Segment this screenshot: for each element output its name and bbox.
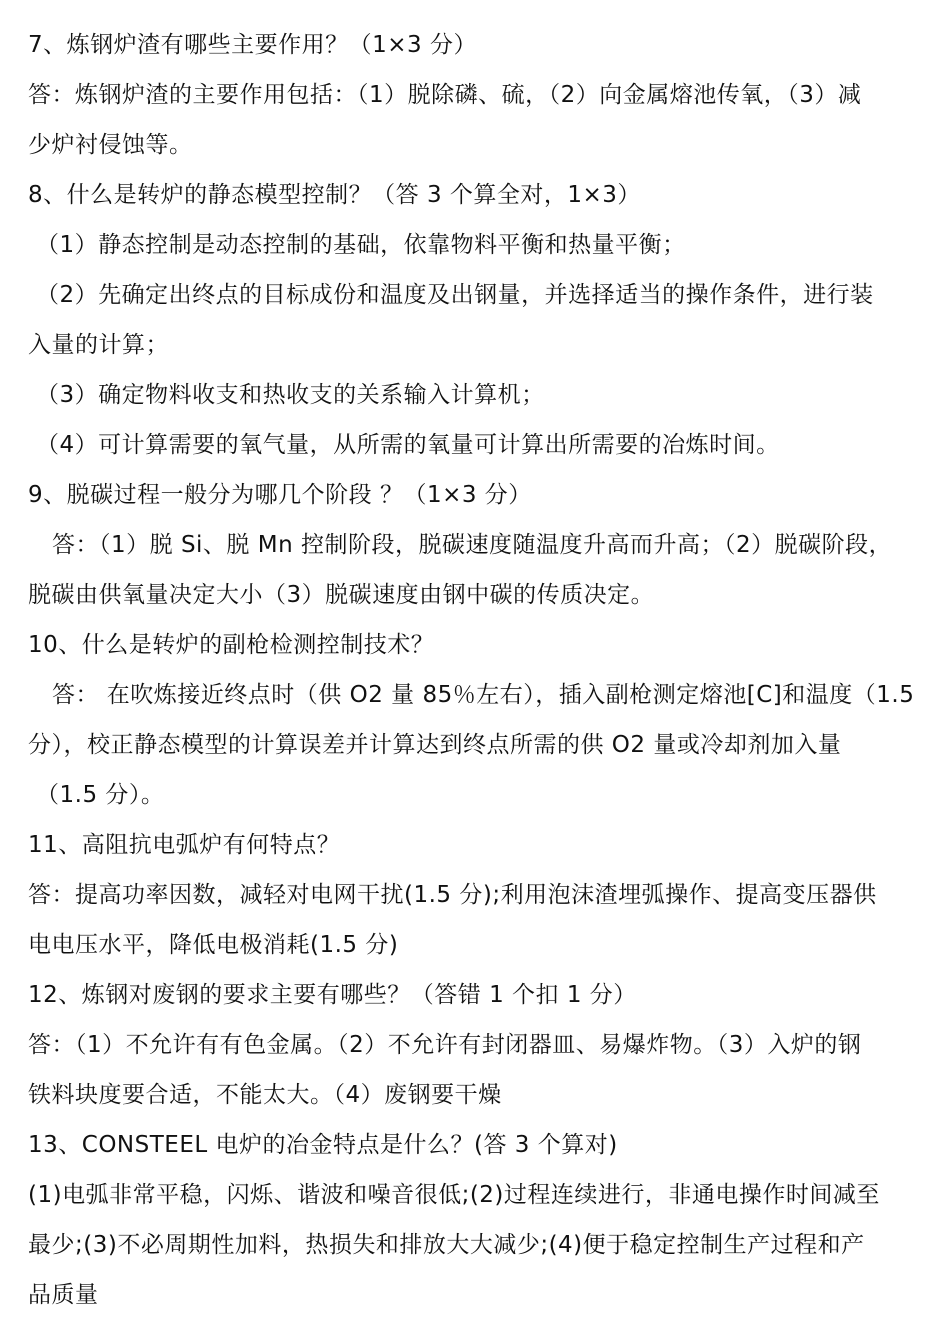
answer-9-line-1: 答：（1）脱 Si、脱 Mn 控制阶段，脱碳速度随温度升高而升高；（2）脱碳阶段，: [52, 532, 893, 558]
answer-8-item-4: （4）可计算需要的氧气量，从所需的氧量可计算出所需要的冶炼时间。: [36, 432, 780, 458]
question-12: 12、炼钢对废钢的要求主要有哪些？（答错 1 个扣 1 分）: [28, 982, 637, 1008]
question-9: 9、脱碳过程一般分为哪几个阶段 ？（1×3 分）: [28, 482, 532, 508]
answer-13-line-1: (1)电弧非常平稳，闪烁、谐波和噪音很低;(2)过程连续进行，非通电操作时间减至: [28, 1182, 880, 1208]
answer-13-line-2: 最少;(3)不必周期性加料，热损失和排放大大减少;(4)便于稳定控制生产过程和产: [28, 1232, 865, 1258]
question-7: 7、炼钢炉渣有哪些主要作用？（1×3 分）: [28, 32, 477, 58]
answer-13-line-3: 品质量: [28, 1282, 99, 1308]
question-11: 11、高阻抗电弧炉有何特点？: [28, 832, 341, 858]
question-13: 13、CONSTEEL 电炉的冶金特点是什么？(答 3 个算对): [28, 1132, 618, 1158]
answer-12-line-2: 铁料块度要合适，不能太大。（4）废钢要干燥: [28, 1082, 502, 1108]
answer-8-item-1: （1）静态控制是动态控制的基础，依靠物料平衡和热量平衡；: [36, 232, 686, 258]
question-10: 10、什么是转炉的副枪检测控制技术？: [28, 632, 435, 658]
answer-9-line-2: 脱碳由供氧量决定大小（3）脱碳速度由钢中碳的传质决定。: [28, 582, 655, 608]
question-8: 8、什么是转炉的静态模型控制？（答 3 个算全对，1×3）: [28, 182, 641, 208]
answer-11-line-2: 电电压水平，降低电极消耗(1.5 分): [28, 932, 399, 958]
answer-7-line-1: 答：炼钢炉渣的主要作用包括：（1）脱除磷、硫，（2）向金属熔池传氧，（3）减: [28, 82, 862, 108]
answer-10-line-2: 分），校正静态模型的计算误差并计算达到终点所需的供 O2 量或冷却剂加入量: [28, 732, 842, 758]
answer-8-item-2-line-2: 入量的计算；: [28, 332, 169, 358]
answer-11-line-1: 答：提高功率因数，减轻对电网干扰(1.5 分);利用泡沫渣埋弧操作、提高变压器供: [28, 882, 877, 908]
answer-10-line-1: 答： 在吹炼接近终点时（供 O2 量 85％左右），插入副枪测定熔池[C]和温度（1.5: [52, 682, 915, 708]
answer-8-item-2-line-1: （2）先确定出终点的目标成份和温度及出钢量，并选择适当的操作条件，进行装: [36, 282, 874, 308]
answer-7-line-2: 少炉衬侵蚀等。: [28, 132, 193, 158]
answer-12-line-1: 答：（1）不允许有有色金属。（2）不允许有封闭器皿、易爆炸物。（3）入炉的钢: [28, 1032, 862, 1058]
answer-10-line-3: （1.5 分）。: [36, 782, 165, 808]
answer-8-item-3: （3）确定物料收支和热收支的关系输入计算机；: [36, 382, 545, 408]
